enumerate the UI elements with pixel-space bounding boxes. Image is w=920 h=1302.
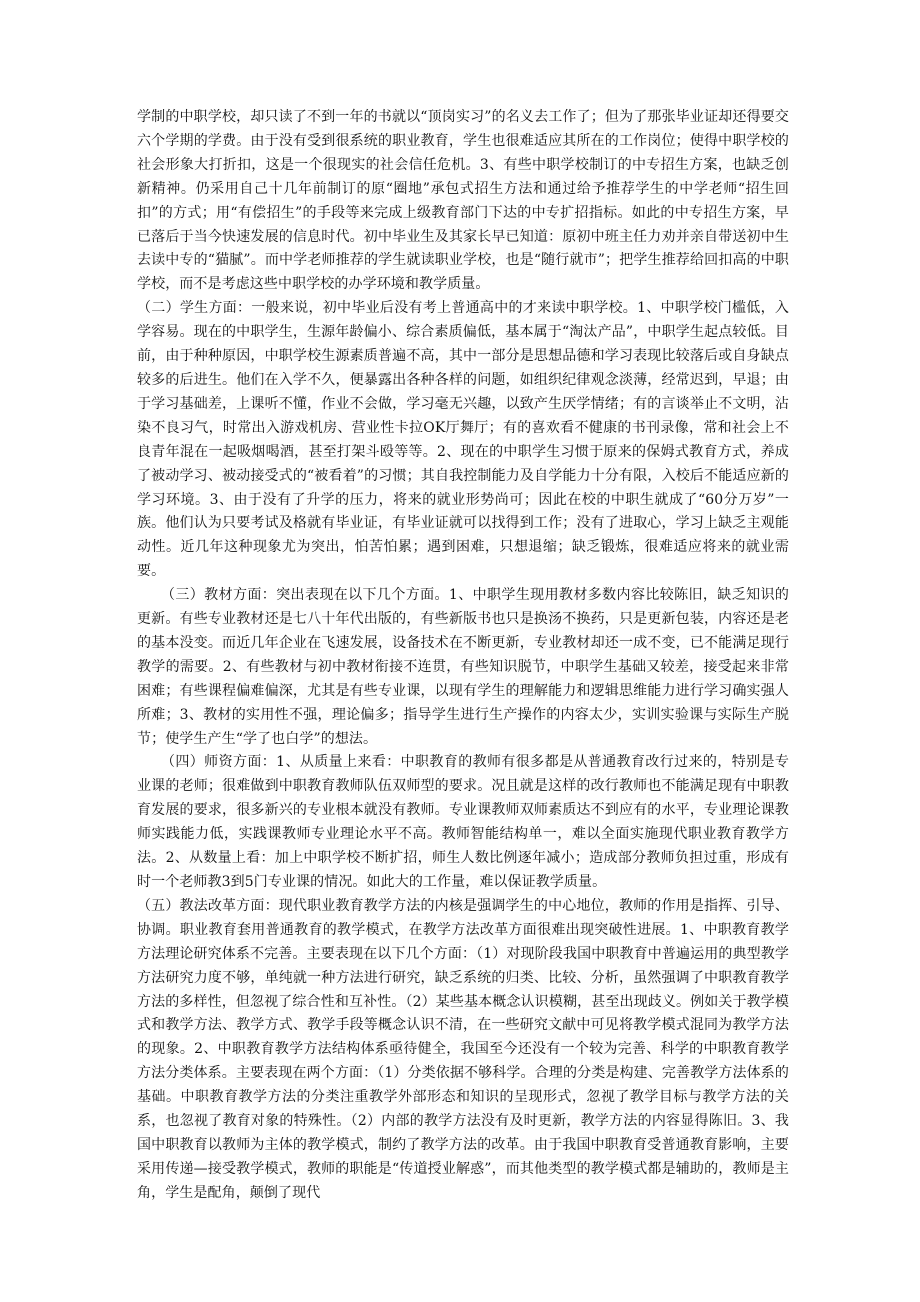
paragraph-enrollment-issues: 学制的中职学校，却只读了不到一年的书就以“顶岗实习”的名义去工作了；但为了那张毕业证却还得要交六个学期的学费。由于没有受到很系统的职业教育，学生也很难适应其所在的工作岗位；使得中职学校的社会形象大打折扣，这是一个很现实的社会信任危机。3、有些中职学校制订的中专招生方案，也缺乏创新精神。仍采用自己十几年前制订的原“圈地”承包式招生方法和通过给予推荐学生的中学老师“招生回扣”的方式；用“有偿招生”的手段等来完成上级教育部门下达的中专扩招指标。如此的中专招生方案，早已落后于当今快速发展的信息时代。初中毕业生及其家长早已知道：原初中班主任力劝并亲自带送初中生去读中专的“猫腻”。而中学老师推荐的学生就读职业学校，也是“随行就市”；把学生推荐给回扣高的中职学校，而不是考虑这些中职学校的办学环境和教学质量。 <box>137 109 789 293</box>
document-page <box>137 106 789 1206</box>
paragraph-textbook-issues: （三）教材方面：突出表现在以下几个方面。1、中职学生现用教材多数内容比较陈旧，缺乏知识的更新。有些专业教材还是七八十年代出版的，有些新版书也只是换汤不换药，只是更新包装，内容还是老的基本没变。而近几年企业在飞速发展，设备技术在不断更新，专业教材却还一成不变，已不能满足现行教学的需要。2、有些教材与初中教材衔接不连贯，有些知识脱节，中职学生基础又较差，接受起来非常困难；有些课程偏难偏深，尤其是有些专业课，以现有学生的理解能力和逻辑思维能力进行学习确实强人所难；3、教材的实用性不强，理论偏多；指导学生进行生产操作的内容太少，实训实验课与实际生产脱节；使学生产生“学了也白学”的想法。 <box>137 587 789 747</box>
paragraph-teacher-issues: （四）师资方面：1、从质量上来看：中职教育的教师有很多都是从普通教育改行过来的，特别是专业课的老师；很难做到中职教育教师队伍双师型的要求。况且就是这样的改行教师也不能满足现有中职教育发展的要求，很多新兴的专业根本就没有教师。专业课教师双师素质达不到应有的水平，专业理论课教师实践能力低，实践课教师专业理论水平不高。教师智能结构单一，难以全面实施现代职业教育教学方法。2、从数量上看：加上中职学校不断扩招，师生人数比例逐年减小；造成部分教师负担过重，形成有时一个老师教3到5门专业课的情况。如此大的工作量，难以保证教学质量。 <box>137 754 789 890</box>
paragraph-student-issues: （二）学生方面：一般来说，初中毕业后没有考上普通高中的才来读中职学校。1、中职学校门槛低，入学容易。现在的中职学生，生源年龄偏小、综合素质偏低，基本属于“淘汰产品”，中职学生起点较低。目前，由于种种原因，中职学校生源素质普遍不高，其中一部分是思想品德和学习表现比较落后或自身缺点较多的后进生。他们在入学不久，便暴露出各种各样的问题，如组织纪律观念淡薄，经常迟到，早退；由于学习基础差，上课听不懂，作业不会做，学习毫无兴趣，以致产生厌学情绪；有的言谈举止不文明，沾染不良习气，时常出入游戏机房、营业性卡拉OK厅舞厅；有的喜欢看不健康的书刊录像，常和社会上不良青年混在一起吸烟喝酒，甚至打架斗殴等等。2、现在的中职学生习惯于原来的保姆式教育方式，养成了被动学习、被动接受式的“被看着”的习惯；其自我控制能力及自学能力十分有限，入校后不能适应新的学习环境。3、由于没有了升学的压力，将来的就业形势尚可；因此在校的中职生就成了“60分万岁”一族。他们认为只要考试及格就有毕业证，有毕业证就可以找得到工作；没有了进取心，学习上缺乏主观能动性。近几年这种现象尤为突出，怕苦怕累；遇到困难，只想退缩；缺乏锻炼，很难适应将来的就业需要。 <box>137 300 789 580</box>
paragraph-teaching-method-issues: （五）教法改革方面：现代职业教育教学方法的内核是强调学生的中心地位，教师的作用是指挥、引导、协调。职业教育套用普通教育的教学模式，在教学方法改革方面很难出现突破性进展。1、中职教育教学方法理论研究体系不完善。主要表现在以下几个方面：（1）对现阶段我国中职教育中普遍运用的典型教学方法研究力度不够，单纯就一种方法进行研究，缺乏系统的归类、比较、分析，虽然强调了中职教育教学方法的多样性，但忽视了综合性和互补性。（2）某些基本概念认识模糊，甚至出现歧义。例如关于教学模式和教学方法、教学方式、教学手段等概念认识不清，在一些研究文献中可见将教学模式混同为教学方法的现象。2、中职教育教学方法结构体系亟待健全，我国至今还没有一个较为完善、科学的中职教育教学方法分类体系。主要表现在两个方面：（1）分类依据不够科学。合理的分类是构建、完善教学方法体系的基础。中职教育教学方法的分类注重教学外部形态和知识的呈现形式，忽视了教学目标与教学方法的关系，也忽视了教育对象的特殊性。（2）内部的教学方法没有及时更新，教学方法的内容显得陈旧。3、我国中职教育以教师为主体的教学模式，制约了教学方法的改革。由于我国中职教育受普通教育影响，主要采用传递—接受教学模式，教师的职能是“传道授业解惑”，而其他类型的教学模式都是辅助的，教师是主角，学生是配角，颠倒了现代 <box>137 897 789 1201</box>
